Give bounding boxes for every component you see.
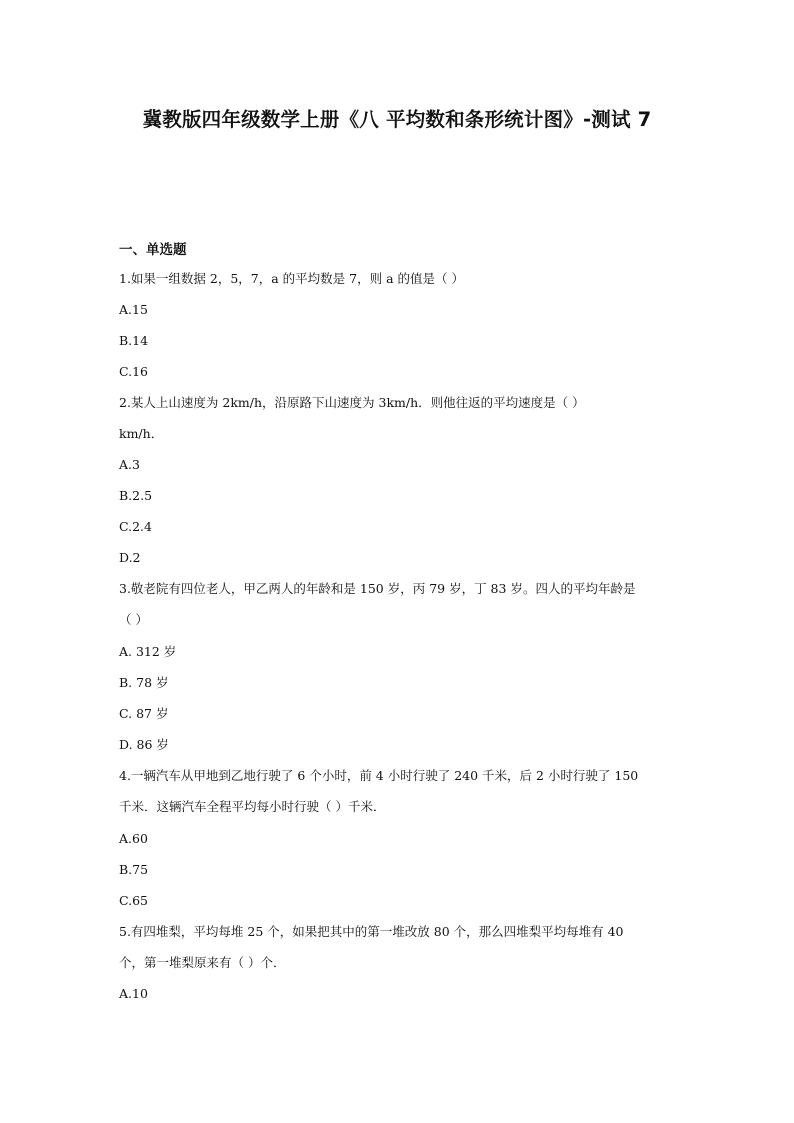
document-title: 冀教版四年级数学上册《八 平均数和条形统计图》-测试 7 [142,108,652,131]
question-5: 5.有四堆梨，平均每堆 25 个，如果把其中的第一堆改放 80 个，那么四堆梨平均每堆有 40 [119,924,624,939]
question-2-option-a: A.3 [119,457,140,472]
question-2: 2.某人上山速度为 2km/h，沿原路下山速度为 3km/h．则他往返的平均速度是（ ） [119,395,585,410]
question-2-continued: km/h． [119,426,164,441]
question-4-option-a: A.60 [119,831,148,846]
question-4-continued: 千米．这辆汽车全程平均每小时行驶（ ）千米． [119,799,386,814]
question-3-option-a: A. 312 岁 [119,644,177,659]
question-1-option-b: B.14 [119,333,149,348]
question-4-option-b: B.75 [119,862,149,877]
question-3-continued: （ ） [119,612,148,627]
question-4: 4.一辆汽车从甲地到乙地行驶了 6 个小时，前 4 小时行驶了 240 千米，后 2 小时行驶了 150 [119,768,639,783]
question-3-option-d: D. 86 岁 [119,737,169,752]
question-2-option-b: B.2.5 [119,488,153,503]
question-1-option-c: C.16 [119,364,148,379]
section-heading: 一、单选题 [119,242,187,258]
question-2-option-d: D.2 [119,550,141,565]
question-1: 1.如果一组数据 2，5，7，a 的平均数是 7，则 a 的值是（ ） [119,271,464,286]
question-3-option-c: C. 87 岁 [119,706,169,721]
question-3: 3.敬老院有四位老人，甲乙两人的年龄和是 150 岁，丙 79 岁，丁 83 岁。四人的平均年龄是 [119,581,636,596]
question-5-continued: 个，第一堆梨原来有（ ）个． [119,955,286,970]
question-3-option-b: B. 78 岁 [119,675,169,690]
question-1-option-a: A.15 [119,302,148,317]
question-4-option-c: C.65 [119,893,148,908]
question-5-option-a: A.10 [119,986,148,1001]
question-2-option-c: C.2.4 [119,519,152,534]
